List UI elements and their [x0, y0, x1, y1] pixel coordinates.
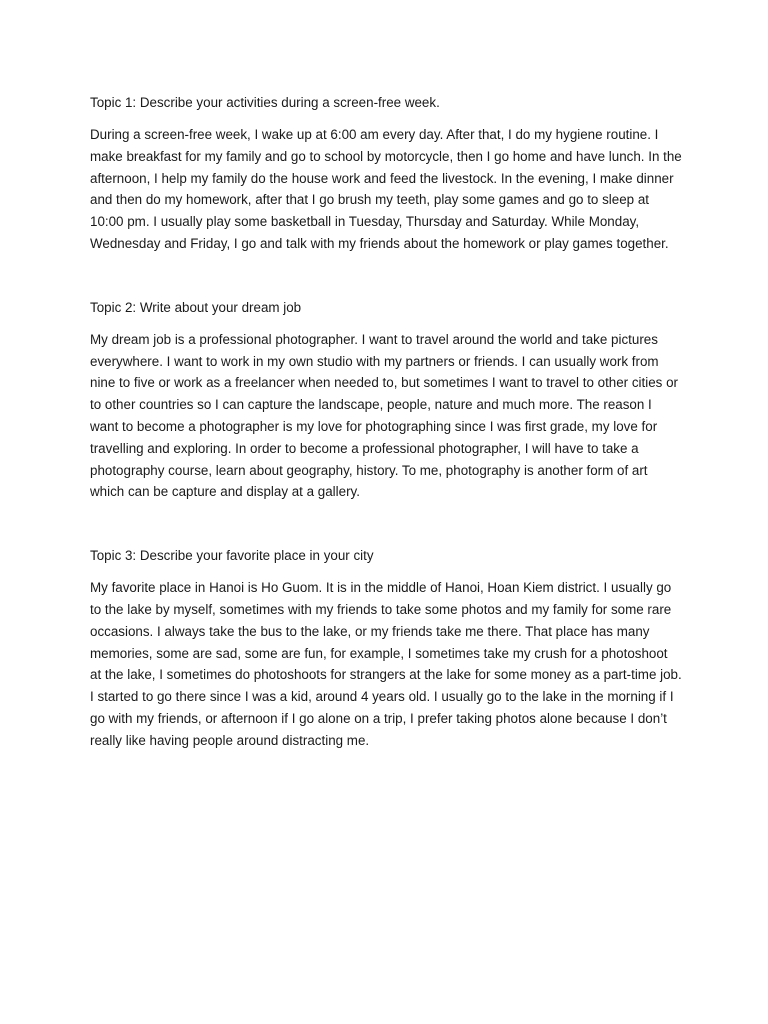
topic-1-body: During a screen-free week, I wake up at 6:00 am every day. After that, I do my hygiene routine. I make breakfast for my family and go to school by motorcycle, then I go home and have lunch. In the afternoon, I help my family do the house work and feed the livestock. In the evening, I make dinner and then do my homework, after that I go brush my teeth, play some games and go to sleep at 10:00 pm. I usually play some basketball in Tuesday, Thursday and Saturday. While Monday, Wednesday and Friday, I go and talk with my friends about the homework or play games together. — [90, 127, 682, 251]
topic-3-title: Topic 3: Describe your favorite place in your city — [90, 548, 374, 564]
topic-2-section — [90, 297, 682, 503]
document-page — [90, 92, 682, 752]
topic-1-section — [90, 92, 682, 255]
topic-2-body: My dream job is a professional photographer. I want to travel around the world and take pictures everywhere. I want to work in my own studio with my partners or friends. I can usually work from nine to five or work as a freelancer when needed to, but sometimes I want to travel to other cities or to other countries so I can capture the landscape, people, nature and much more. The reason I want to become a photographer is my love for photographing since I was first grade, my love for travelling and exploring. In order to become a professional photographer, I will have to take a photography course, learn about geography, history. To me, photography is another form of art which can be capture and display at a gallery. — [90, 331, 678, 500]
topic-1-title: Topic 1: Describe your activities during a screen-free week. — [90, 95, 440, 110]
topic-3-body: My favorite place in Hanoi is Ho Guom. It is in the middle of Hanoi, Hoan Kiem district. I usually go to the lake by myself, sometimes with my friends to take some photos and my family for some rare occasions. I always take the bus to the lake, or my friends take me there. That place has many memories, some are sad, some are fun, for example, I sometimes take my crush for a photoshoot at the lake, I sometimes do photoshoots for strangers at the lake for some money as a part-time job. I started to go there since I was a kid, around 4 years old. I usually go to the lake in the morning if I go with my friends, or afternoon if I go alone on a trip, I prefer taking photos alone because I don’t really like having people around distracting me. — [90, 580, 682, 748]
topic-2-title: Topic 2: Write about your dream job — [90, 299, 302, 315]
topic-3-section — [90, 545, 682, 751]
